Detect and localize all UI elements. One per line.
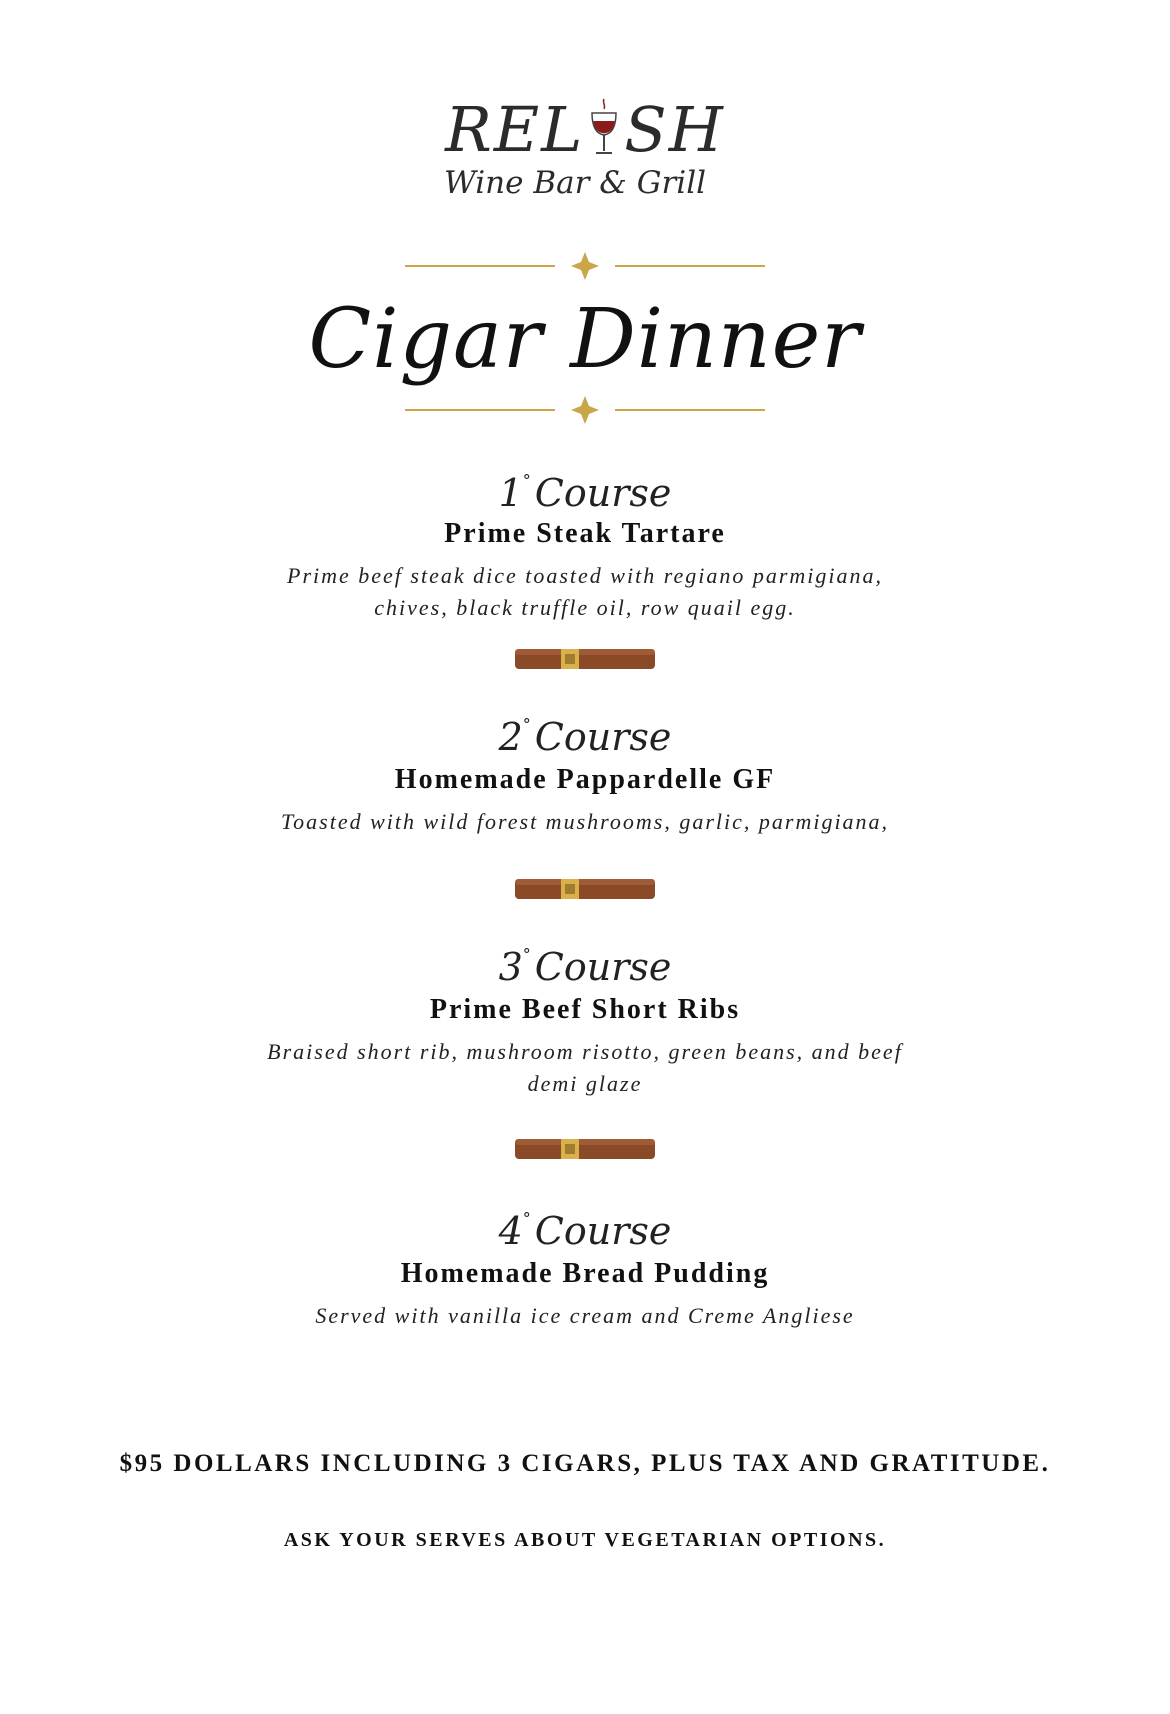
course-1-desc-line2: chives, black truffle oil, row quail egg.	[374, 595, 796, 620]
cigar-divider-3	[0, 1136, 1170, 1162]
course-label: Course	[534, 715, 672, 759]
logo-name-part1: REL	[445, 93, 585, 166]
logo-subtitle: Wine Bar & Grill	[443, 165, 707, 201]
course-degree: °	[522, 945, 531, 964]
cigar-divider-2	[0, 876, 1170, 902]
course-3-desc-line1: Braised short rib, mushroom risotto, green beans, and beef	[267, 1039, 903, 1064]
course-1-heading	[0, 458, 1170, 516]
course-degree: °	[522, 471, 531, 490]
cigar-divider-1	[0, 646, 1170, 672]
logo-name-part2: SH	[624, 93, 725, 166]
course-number: 3	[498, 945, 523, 989]
course-label: Course	[534, 471, 672, 515]
course-label: Course	[534, 1209, 672, 1253]
top-ornament-divider	[0, 246, 1170, 286]
menu-title: Cigar Dinner	[308, 292, 862, 387]
course-3-heading	[0, 932, 1170, 990]
course-3-desc-line2: demi glaze	[527, 1071, 643, 1096]
restaurant-logo	[0, 95, 1170, 235]
cigar-icon	[513, 1136, 657, 1162]
price-statement: $95 DOLLARS INCLUDING 3 CIGARS, PLUS TAX AND GRATITUDE.	[119, 1450, 1051, 1477]
course-3-dish: Prime Beef Short Ribs	[429, 994, 741, 1025]
course-4-dish: Homemade Bread Pudding	[400, 1258, 770, 1289]
course-number: 2	[498, 715, 523, 759]
course-1-dish: Prime Steak Tartare	[444, 518, 726, 549]
cigar-icon	[513, 876, 657, 902]
vegetarian-note: ASK YOUR SERVES ABOUT VEGETARIAN OPTIONS.	[283, 1529, 887, 1551]
course-number: 4	[498, 1209, 523, 1253]
star-ornament-icon	[571, 252, 599, 280]
wine-glass-icon	[584, 97, 624, 157]
course-2-heading	[0, 702, 1170, 760]
course-4-heading	[0, 1196, 1170, 1254]
course-label: Course	[534, 945, 672, 989]
course-2-dish: Homemade Pappardelle GF	[394, 764, 776, 795]
course-degree: °	[522, 715, 531, 734]
course-1-desc-line1: Prime beef steak dice toasted with regiano parmigiana,	[287, 563, 883, 588]
star-ornament-icon	[571, 396, 599, 424]
course-2-desc-line1: Toasted with wild forest mushrooms, garlic, parmigiana,	[280, 809, 890, 834]
course-4-desc-line1: Served with vanilla ice cream and Creme Angliese	[315, 1303, 855, 1328]
course-degree: °	[522, 1209, 531, 1228]
logo-wordmark	[445, 95, 725, 165]
cigar-icon	[513, 646, 657, 672]
bottom-ornament-divider	[0, 390, 1170, 430]
course-number: 1	[498, 471, 523, 515]
